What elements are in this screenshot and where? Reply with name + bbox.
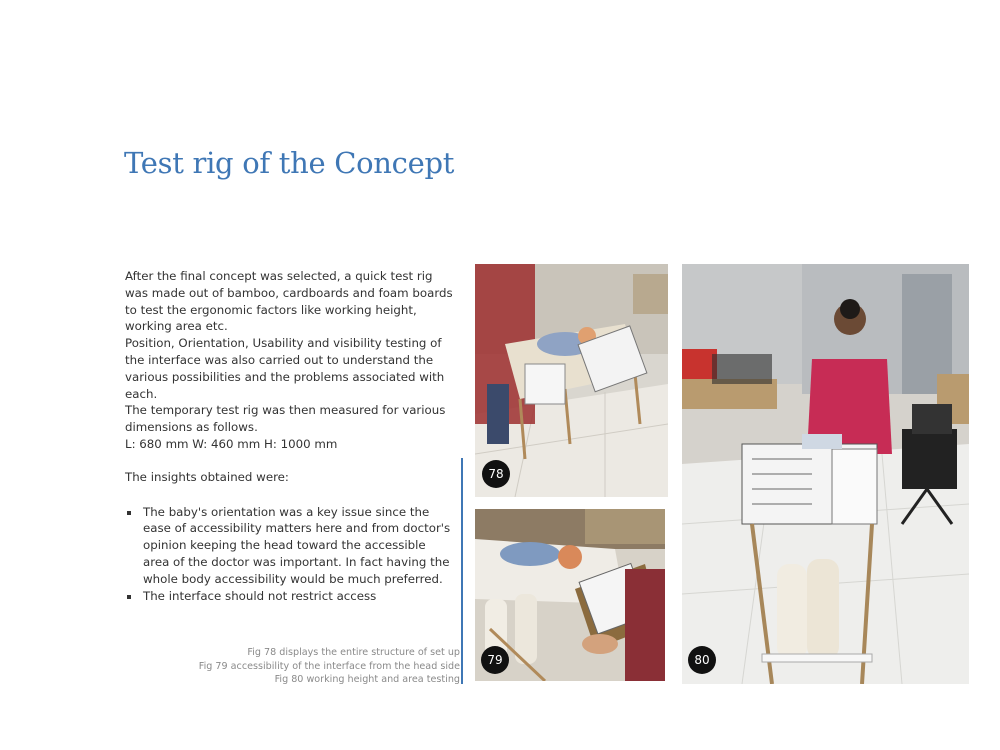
insights-heading: The insights obtained were: [125,469,289,484]
caption-fig-78: Fig 78 displays the entire structure of set up [247,647,460,658]
photo-fig-79 [475,509,665,681]
caption-fig-79: Fig 79 accessibility of the interface from the head side [198,660,460,672]
spacer [125,453,455,469]
figure-number-badge: 80 [688,646,716,674]
caption-fig-80: Fig 80 working height and area testing [274,674,460,685]
dimensions-text: L: 680 mm W: 460 mm H: 1000 mm [125,436,338,451]
photo-fig-78 [475,264,668,497]
figure-number-badge: 78 [482,460,510,488]
vertical-divider [461,458,463,684]
insight-item-2: The interface should not restrict access [125,588,455,605]
paragraph-2: Position, Orientation, Usability and visibility testing of the interface was also carried out to understand the various possibilities and the problems associated with each. [125,336,445,401]
paragraph-1: After the final concept was selected, a quick test rig was made out of bamboo, cardboards and foam boards to test the ergonomic factors like working height, working area etc. [125,269,453,334]
figure-captions [199,646,460,687]
page-title: Test rig of the Concept [124,146,455,180]
insight-item-1: The baby's orientation was a key issue since the ease of accessibility matters here and from doctor's opinion keeping the head toward the accessible area of the doctor was important. In fact having the whole body accessibility would be much preferred. [125,504,455,588]
photo-fig-80 [682,264,969,684]
body-text [125,268,455,604]
insights-list [125,504,455,605]
figure-number-badge: 79 [481,646,509,674]
paragraph-3: The temporary test rig was then measured for various dimensions as follows. [125,403,446,435]
working-height-photo-icon [682,264,969,684]
